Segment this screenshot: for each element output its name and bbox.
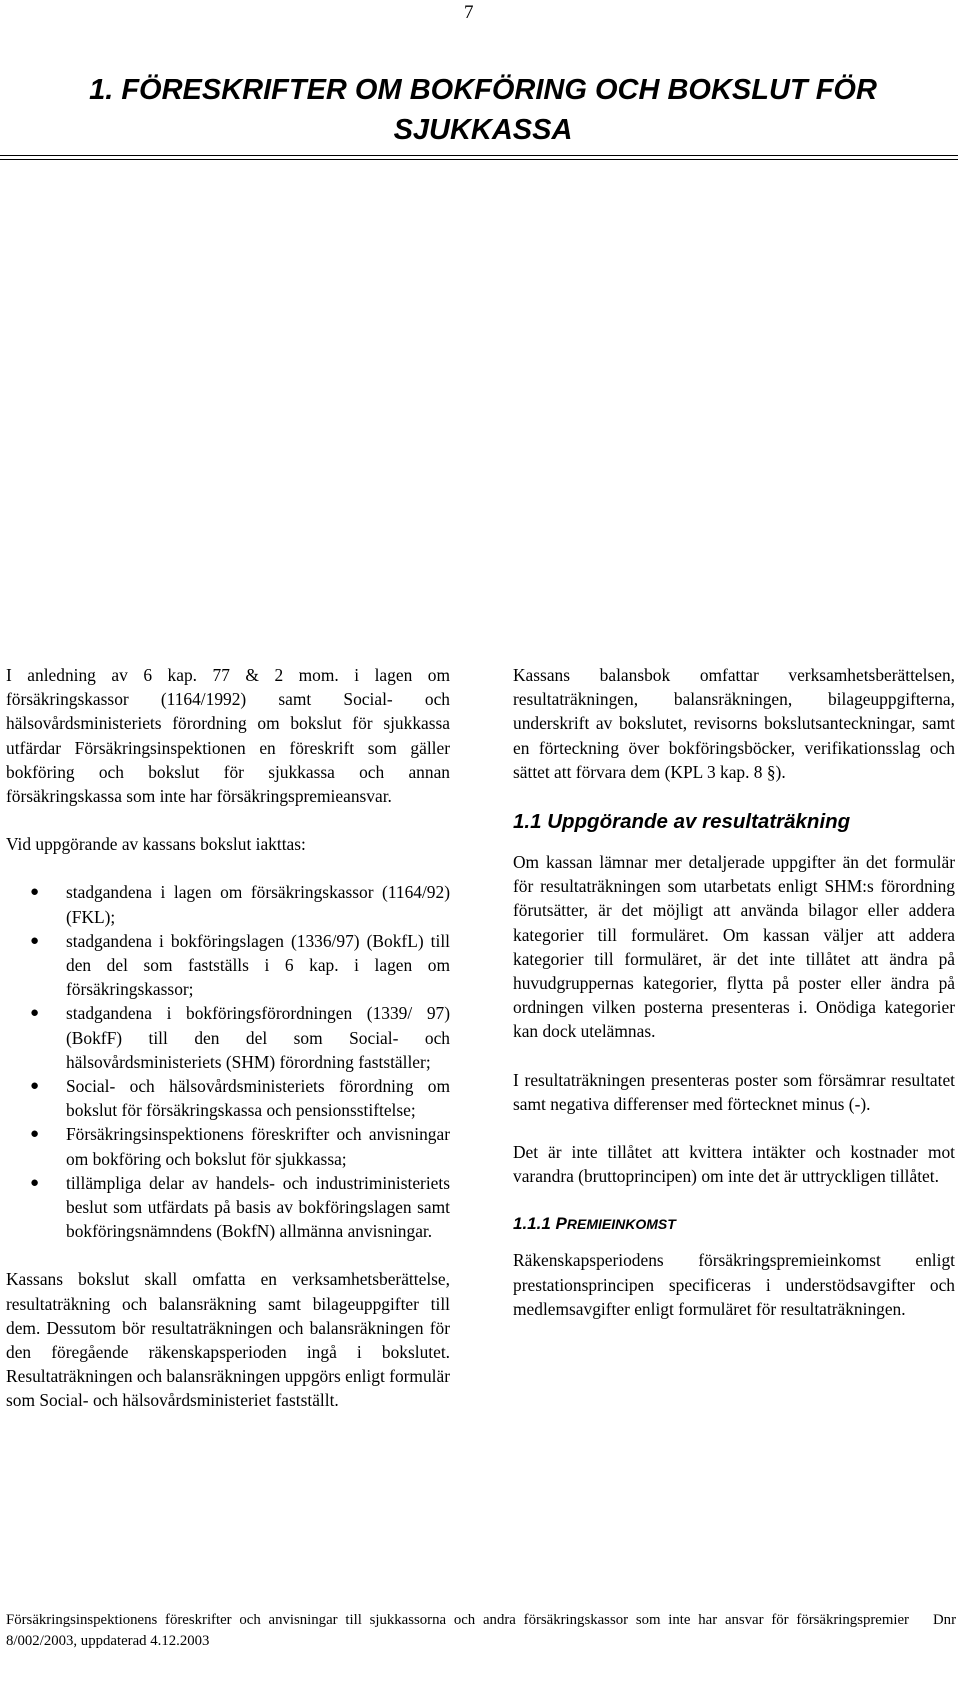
- balance-book-paragraph: Kassans balansbok omfattar verksamhetsberättelsen, resultaträkningen, balansräkningen, bilageuppgifterna, underskrift av bokslutet, revisorns bokslutsanteckningar, samt en förteckning över bokföringsböcker, verifikationsslag och sättet att förvara dem (KPL 3 kap. 8 §).: [513, 665, 955, 782]
- bullet-icon: ●: [30, 884, 40, 901]
- closing-paragraph: Kassans bokslut skall omfatta en verksamhetsberättelse, resultaträkning och balansräkning samt bilageuppgifter till dem. Dessutom bör resultaträkningen och balansräkningen för den föregående räkenskapsperioden ingå i bokslutet. Resultaträkningen och balansräkningen uppgörs enligt formulär som Social- och hälsovårdsministeriet fastställt.: [6, 1269, 450, 1411]
- subsection-heading: 1.1.1 PREMIEINKOMST: [513, 1214, 676, 1234]
- section-heading: 1.1 Uppgörande av resultaträkning: [513, 810, 851, 834]
- footer: [6, 1610, 956, 1652]
- chapter-title: 1. FÖRESKRIFTER OM BOKFÖRING OCH BOKSLUT FÖR SJUKKASSA: [89, 74, 877, 146]
- bullet-icon: ●: [30, 1174, 40, 1191]
- list-item: ● Social- och hälsovårdsministeriets förordning om bokslut för försäkringskassa och pensionsstiftelse;: [30, 1076, 450, 1121]
- bullet-icon: ●: [30, 1126, 40, 1143]
- footer-text: Försäkringsinspektionens föreskrifter och anvisningar till sjukkassorna och andra försäkringskassor som inte har ansvar för försäkringspremier: [6, 1612, 909, 1628]
- bullet-icon: ●: [30, 1078, 40, 1095]
- footer-dnr: Dnr 8/002/2003, uppdaterad 4.12.2003: [6, 1612, 956, 1649]
- intro-paragraph: I anledning av 6 kap. 77 & 2 mom. i lagen om försäkringskassor (1164/1992) samt Social- och hälsovårdsministeriets förordning om bokslut för sjukkassa utfärdar Försäkringsinspektionen en föreskrift som gäller bokföring och bokslut för sjukkassa och annan försäkringskassa som inte har försäkringspremieansvar.: [6, 665, 450, 807]
- list-intro: Vid uppgörande av kassans bokslut iakttas:: [6, 834, 306, 855]
- page-number: 7: [464, 2, 474, 23]
- list-item: ● stadgandena i bokföringsförordningen (1339/ 97)(BokfF) till den del som Social- och hälsovårdsministeriets (SHM) förordning fastställer;: [30, 1003, 450, 1072]
- right-column: [513, 663, 955, 1345]
- paragraph-premium-income: Räkenskapsperiodens försäkringspremieinkomst enligt prestationsprincipen specificeras i understödsavgifter och medlemsavgifter enligt formuläret för resultaträkningen.: [513, 1250, 955, 1319]
- title-rule-bottom: [0, 159, 958, 160]
- regulation-list: [6, 880, 450, 1243]
- list-item: ● stadgandena i lagen om försäkringskassor (1164/92)(FKL);: [30, 882, 450, 927]
- list-item: ● Försäkringsinspektionens föreskrifter och anvisningar om bokföring och bokslut för sjukkassa;: [30, 1124, 450, 1169]
- bullet-icon: ●: [30, 932, 40, 949]
- paragraph-minus: I resultaträkningen presenteras poster som försämrar resultatet samt negativa differenser med förtecknet minus (-).: [513, 1069, 955, 1114]
- paragraph-gross-principle: Det är inte tillåtet att kvittera intäkter och kostnader mot varandra (bruttoprincipen) om inte det är uttryckligen tillåtet.: [513, 1142, 955, 1187]
- list-item: ● stadgandena i bokföringslagen (1336/97) (BokfL) till den del som fastställs i 6 kap. i lagen om försäkringskassor;: [30, 930, 450, 1000]
- paragraph-categories: Om kassan lämnar mer detaljerade uppgifter än det formulär för resultaträkningen som utarbetats enligt SHM:s förordning förutsätter, är det möjligt att använda bilagor eller addera kategorier till formuläret. Om kassan väljer att addera kategorier till formuläret, är det inte tillåtet att ändra på huvudgruppernas kategorier, flytta på poster eller ändra på ordningen vilken posterna presenteras i. Onödiga kategorier kan dock utelämnas.: [513, 852, 955, 1042]
- bullet-icon: ●: [30, 1005, 40, 1022]
- left-column: [6, 663, 450, 1437]
- title-rule-top: [0, 155, 958, 156]
- list-item: ● tillämpliga delar av handels- och industriministeriets beslut som utfärdats på basis av bokföringslagen samt bokföringsnämndens (BokfN) allmänna anvisningar.: [30, 1172, 450, 1242]
